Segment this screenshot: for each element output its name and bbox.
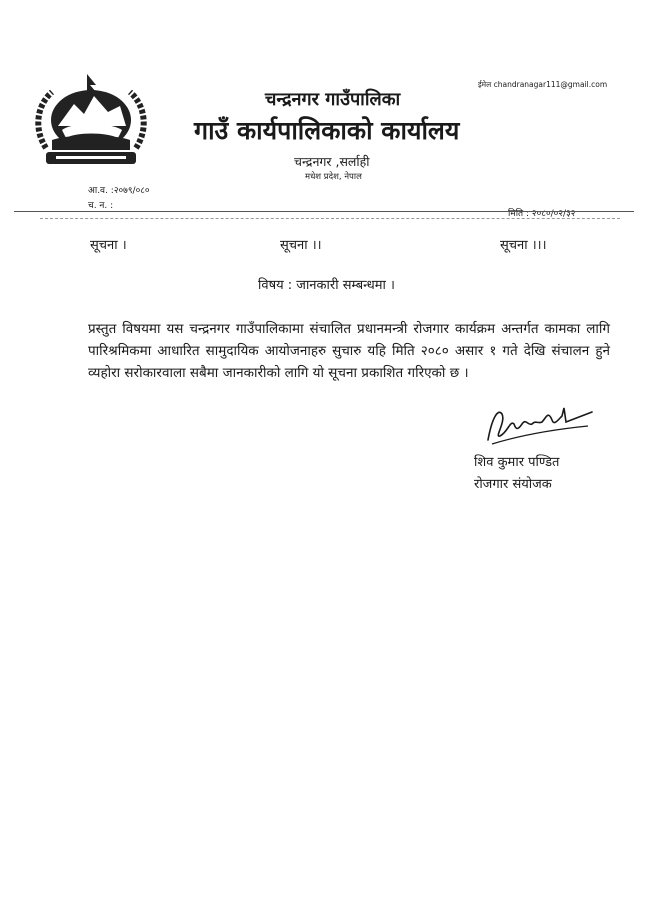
header-divider-dashed	[40, 218, 620, 219]
email-address: ईमेल chandranagar111@gmail.com	[478, 80, 608, 89]
header-divider	[14, 211, 634, 212]
office-address: चन्द्रनगर ,सर्लाही	[294, 154, 370, 169]
signature-icon	[478, 400, 598, 450]
letter-date: मिति : २०८०/०२/३२	[508, 209, 576, 219]
dispatch-number: च. न. :	[88, 201, 114, 211]
municipality-name: चन्द्रनगर गाउँपालिका	[265, 89, 401, 110]
notice-label-2: सूचना ।।	[280, 238, 322, 253]
fiscal-year: आ.व. :२०७९/०८०	[88, 186, 150, 196]
signatory-name: शिव कुमार पण्डित	[474, 455, 560, 470]
notice-label-1: सूचना ।	[90, 238, 127, 253]
notice-label-3: सूचना ।।।	[500, 238, 547, 253]
office-title: गाउँ कार्यपालिकाको कार्यालय	[194, 116, 460, 145]
nepal-emblem-icon	[32, 70, 150, 170]
notice-body: प्रस्तुत विषयमा यस चन्द्रनगर गाउँपालिकामा संचालित प्रधानमन्त्री रोजगार कार्यक्रम अन्तर्गत कामका लागि पारिश्रमिकमा आधारित सामुदायिक आयोजनाहरु सुचारु यहि मिति २०८० असार १ गते देखि संचालन हुने व्यहोरा सरोकारवाला सबैमा जानकारीको लागि यो सूचना प्रकाशित गरिएको छ ।	[88, 321, 610, 381]
signatory-title: रोजगार संयोजक	[474, 477, 552, 492]
subject-line: विषय : जानकारी सम्बन्धमा ।	[258, 278, 395, 293]
province-name: मधेश प्रदेश, नेपाल	[305, 172, 362, 182]
